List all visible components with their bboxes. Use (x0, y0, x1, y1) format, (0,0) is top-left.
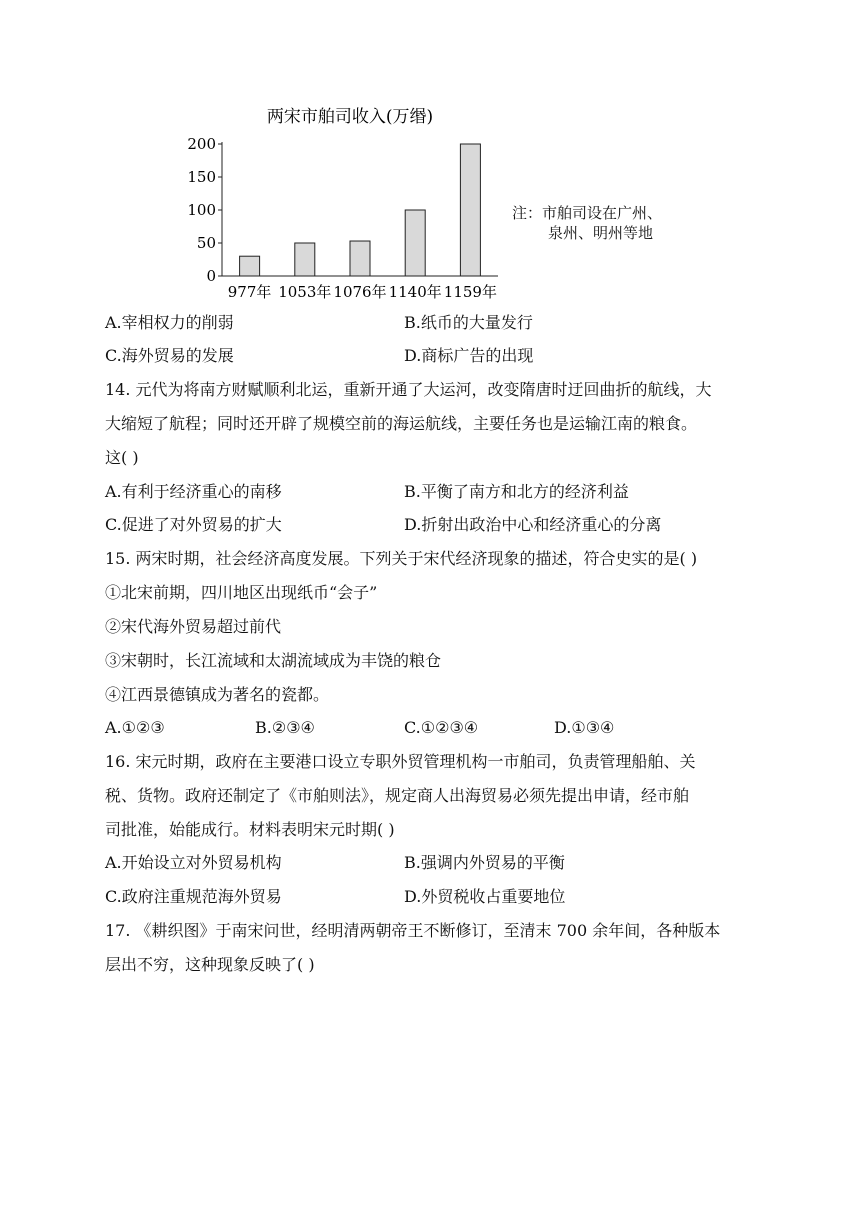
y-tick-label: 150 (187, 168, 216, 186)
q14-stem-line-2: 大缩短了航程；同时还开辟了规模空前的海运航线，主要任务也是运输江南的粮食。 (105, 414, 698, 433)
x-tick-label: 1053年 (278, 283, 332, 301)
q14-stem-line-1: 14. 元代为将南方财赋顺利北运，重新开通了大运河，改变隋唐时迂回曲折的航线，大 (105, 380, 712, 399)
q15-item-2: ②宋代海外贸易超过前代 (105, 617, 282, 636)
q16-stem-line-3: 司批准，始能成行。材料表明宋元时期( ) (105, 820, 395, 839)
q16-option-d: D.外贸税收占重要地位 (404, 887, 566, 906)
q13-option-c: C.海外贸易的发展 (105, 346, 234, 365)
q16-option-a: A.开始设立对外贸易机构 (105, 853, 282, 872)
q14-option-b: B.平衡了南方和北方的经济利益 (404, 482, 629, 501)
q14-option-a: A.有利于经济重心的南移 (105, 482, 282, 501)
q15-option-b: B.②③④ (255, 718, 315, 737)
q17-stem-line-1: 17. 《耕织图》于南宋问世，经明清两朝帝王不断修订，至清末 700 余年间，各种版本 (105, 921, 721, 940)
q15-item-3: ③宋朝时，长江流域和太湖流域成为丰饶的粮仓 (105, 651, 442, 670)
y-tick-label: 200 (187, 135, 216, 153)
x-tick-label: 1140年 (388, 283, 442, 301)
y-tick-label: 100 (187, 201, 216, 219)
q13-option-b: B.纸币的大量发行 (404, 313, 533, 332)
chart-title: 两宋市舶司收入(万缗) (266, 107, 434, 127)
bar-1140年 (405, 210, 425, 276)
q15-stem: 15. 两宋时期，社会经济高度发展。下列关于宋代经济现象的描述，符合史实的是( ) (105, 549, 698, 568)
q16-stem-line-2: 税、货物。政府还制定了《市舶则法》，规定商人出海贸易必须先提出申请，经市舶 (105, 786, 690, 805)
bar-1053年 (295, 243, 315, 276)
bar-1076年 (350, 241, 370, 276)
chart-note-line-1: 注：市舶司设在广州、 (512, 204, 663, 222)
q14-option-d: D.折射出政治中心和经济重心的分离 (404, 515, 662, 534)
x-tick-label: 1159年 (443, 283, 497, 301)
q15-option-a: A.①②③ (105, 718, 165, 737)
q15-option-d: D.①③④ (554, 718, 615, 737)
q15-item-4: ④江西景德镇成为著名的瓷都。 (105, 685, 330, 704)
x-tick-label: 977年 (227, 283, 272, 301)
revenue-bar-chart (180, 100, 520, 305)
q17-stem-line-2: 层出不穷，这种现象反映了( ) (105, 955, 315, 974)
q15-item-1: ①北宋前期，四川地区出现纸币“会子” (105, 583, 378, 602)
q15-option-c: C.①②③④ (404, 718, 479, 737)
q16-stem-line-1: 16. 宋元时期，政府在主要港口设立专职外贸管理机构一市舶司，负责管理船舶、关 (105, 752, 696, 771)
y-tick-label: 0 (206, 267, 216, 285)
q16-option-c: C.政府注重规范海外贸易 (105, 887, 282, 906)
x-tick-label: 1076年 (333, 283, 387, 301)
y-tick-label: 50 (196, 234, 216, 252)
bar-977年 (240, 256, 260, 276)
q16-option-b: B.强调内外贸易的平衡 (404, 853, 565, 872)
q14-option-c: C.促进了对外贸易的扩大 (105, 515, 282, 534)
q14-stem-line-3: 这( ) (105, 448, 139, 467)
chart-note-line-2: 泉州、明州等地 (548, 224, 654, 242)
q13-option-d: D.商标广告的出现 (404, 346, 534, 365)
q13-option-a: A.宰相权力的削弱 (105, 313, 234, 332)
bar-1159年 (460, 144, 480, 276)
